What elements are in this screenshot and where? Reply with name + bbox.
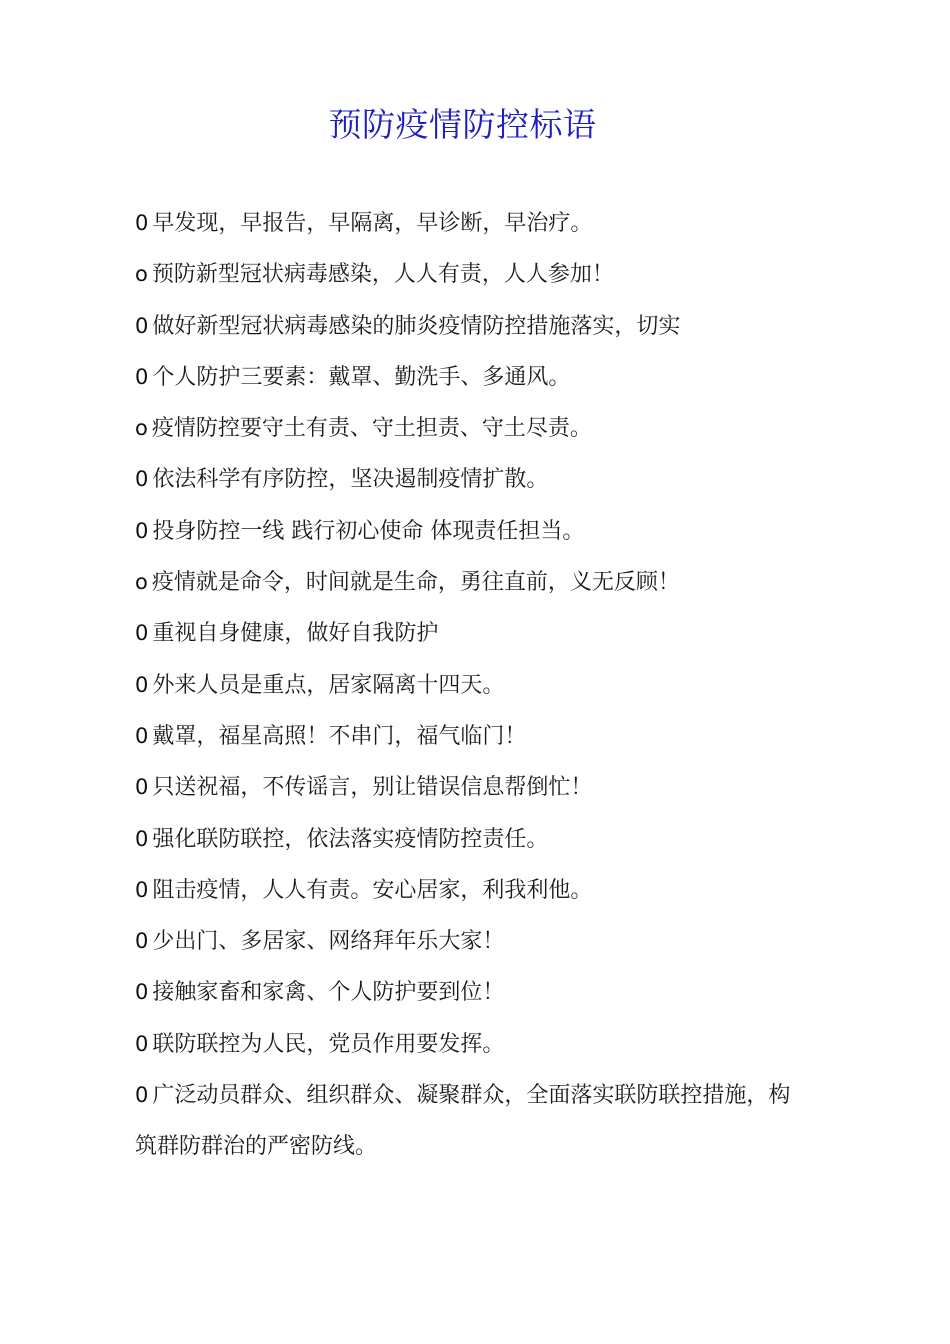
slogan-text: 个人防护三要素：戴罩、勤洗手、多通风。	[152, 364, 571, 390]
bullet-marker: 0	[135, 877, 149, 902]
bullet-marker: 0	[135, 929, 149, 954]
slogan-item	[135, 608, 800, 659]
slogan-item	[135, 865, 800, 916]
slogan-text: 接触家畜和家禽、个人防护要到位！	[152, 980, 505, 1006]
bullet-marker: 0	[135, 775, 149, 800]
slogan-text: 少出门、多居家、网络拜年乐大家！	[152, 929, 505, 955]
slogan-text: 重视自身健康，做好自我防护	[152, 621, 439, 647]
slogan-text: 外来人员是重点，居家隔离十四天。	[152, 672, 505, 698]
slogan-list	[135, 198, 800, 1173]
bullet-marker: o	[135, 262, 148, 287]
slogan-text: 广泛动员群众、组织群众、凝聚群众，全面落实联防联控措施，构筑群防群治的严密防线。	[135, 1083, 791, 1160]
bullet-marker: 0	[135, 211, 149, 235]
bullet-marker: o	[135, 416, 148, 441]
slogan-text: 只送祝福，不传谣言，别让错误信息帮倒忙！	[152, 775, 593, 801]
bullet-marker: 0	[135, 467, 149, 492]
slogan-item	[135, 1019, 800, 1070]
slogan-text: 预防新型冠状病毒感染，人人有责，人人参加！	[151, 262, 614, 288]
bullet-marker: 0	[135, 621, 149, 646]
bullet-marker: 0	[135, 518, 149, 543]
bullet-marker: 0	[135, 826, 149, 851]
slogan-item	[135, 711, 800, 762]
slogan-item	[135, 403, 800, 454]
slogan-text: 联防联控为人民，党员作用要发挥。	[152, 1031, 505, 1057]
bullet-marker: 0	[135, 723, 149, 748]
slogan-item	[135, 506, 800, 557]
bullet-marker: 0	[135, 313, 149, 338]
slogan-item	[135, 814, 800, 865]
bullet-marker: 0	[135, 672, 149, 697]
slogan-text: 阻击疫情，人人有责。安心居家，利我利他。	[152, 877, 593, 903]
slogan-item	[135, 198, 800, 249]
slogan-item	[135, 301, 800, 352]
slogan-item	[135, 454, 800, 505]
bullet-marker: 0	[135, 1031, 149, 1056]
slogan-text: 戴罩，福星高照！不串门，福气临门！	[152, 723, 527, 749]
slogan-item	[135, 967, 800, 1018]
slogan-item	[135, 352, 800, 403]
slogan-text: 依法科学有序防控，坚决遏制疫情扩散。	[152, 467, 549, 493]
slogan-item	[135, 557, 800, 608]
slogan-item	[135, 660, 800, 711]
slogan-text: 做好新型冠状病毒感染的肺炎疫情防控措施落实，切实	[152, 313, 681, 339]
slogan-text: 疫情防控要守土有责、守土担责、守土尽责。	[151, 416, 592, 442]
slogan-text: 投身防控一线 践行初心使命 体现责任担当。	[152, 518, 585, 544]
slogan-item	[135, 249, 800, 300]
slogan-text: 早发现，早报告，早隔离，早诊断，早治疗。	[152, 211, 593, 236]
slogan-item	[135, 762, 800, 813]
bullet-marker: 0	[135, 1083, 149, 1108]
slogan-item	[135, 1070, 800, 1173]
document-title: 预防疫情防控标语	[328, 105, 597, 144]
bullet-marker: 0	[135, 980, 149, 1005]
slogan-text: 疫情就是命令，时间就是生命，勇往直前，义无反顾！	[151, 570, 680, 596]
bullet-marker: 0	[135, 364, 149, 389]
bullet-marker: o	[135, 570, 148, 595]
slogan-item	[135, 916, 800, 967]
slogan-text: 强化联防联控，依法落实疫情防控责任。	[152, 826, 549, 852]
